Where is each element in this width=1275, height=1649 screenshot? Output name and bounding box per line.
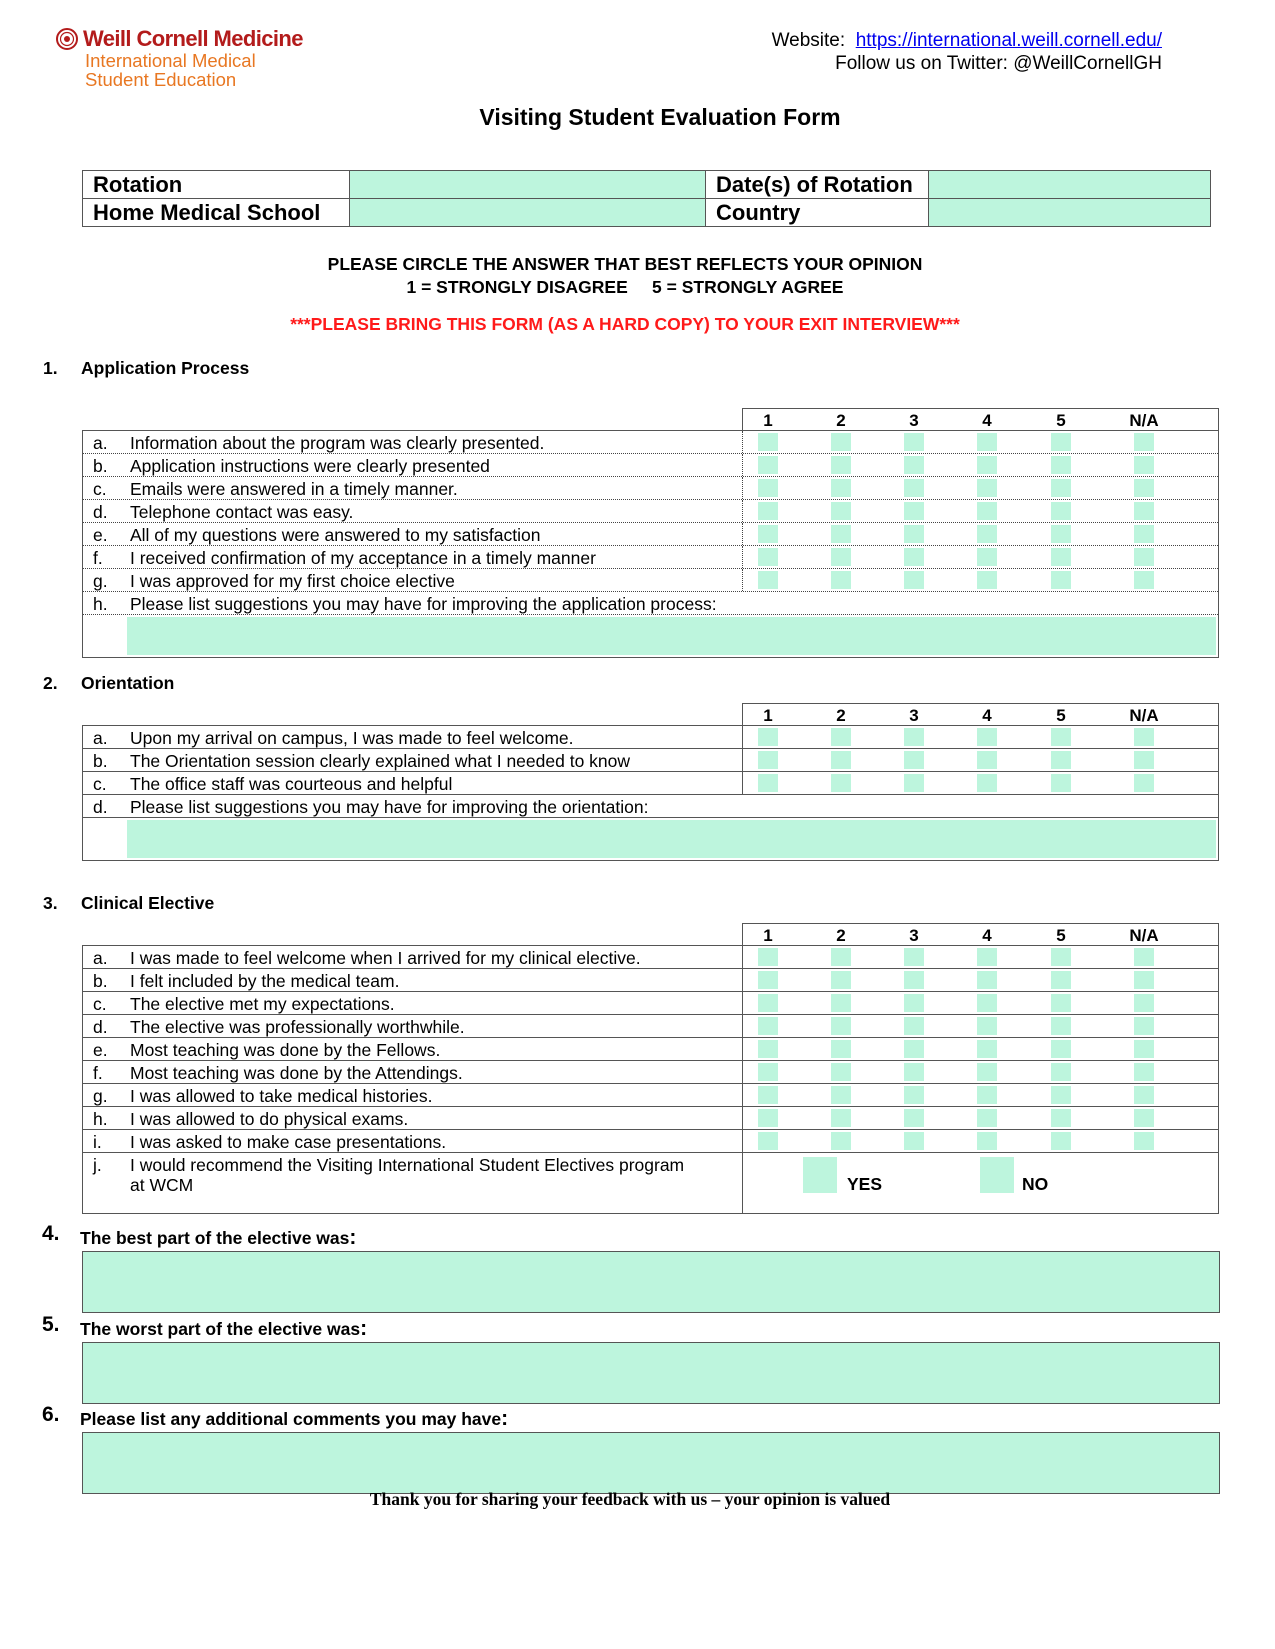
no-checkbox[interactable] (980, 1157, 1014, 1193)
no-label: NO (1022, 1174, 1049, 1194)
org-name: Weill Cornell Medicine (83, 26, 303, 51)
rating-box-3[interactable] (904, 751, 924, 769)
rating-box-4[interactable] (977, 728, 997, 746)
rating-box-5[interactable] (1051, 948, 1071, 966)
rating-box-3[interactable] (904, 1063, 924, 1081)
rating-row (83, 992, 1218, 1015)
scale-label-1: 1 (763, 411, 773, 430)
item-letter: i. (93, 1132, 102, 1152)
instructions (0, 253, 1250, 299)
item-letter: h. (93, 594, 108, 614)
rating-box-na[interactable] (1134, 571, 1154, 589)
question-text: The worst part of the elective was (80, 1319, 361, 1339)
worst-part-field[interactable] (82, 1342, 1220, 1404)
recommend-text-line1: I would recommend the Visiting International Student Electives program (130, 1155, 685, 1175)
rating-box-5[interactable] (1051, 456, 1071, 474)
rating-row (83, 749, 1218, 772)
rating-row (83, 1084, 1218, 1107)
rating-box-4[interactable] (977, 502, 997, 520)
scale-header (742, 703, 1219, 725)
rotation-info-table (82, 170, 1211, 227)
column-divider (742, 946, 743, 968)
item-text: The Orientation session clearly explained what I needed to know (130, 751, 631, 771)
recommend-row (83, 1153, 1218, 1213)
rating-box-2[interactable] (831, 502, 851, 520)
scale-header (742, 923, 1219, 945)
rating-box-4[interactable] (977, 948, 997, 966)
wcm-logo (56, 24, 356, 94)
suggestion-field[interactable] (127, 617, 1216, 655)
rating-box-1[interactable] (758, 548, 778, 566)
rating-box-2[interactable] (831, 479, 851, 497)
column-divider (742, 523, 743, 545)
item-letter: a. (93, 433, 108, 453)
rating-row (83, 946, 1218, 969)
rating-box-na[interactable] (1134, 971, 1154, 989)
item-text: Most teaching was done by the Attendings. (130, 1063, 463, 1083)
rating-box-na[interactable] (1134, 525, 1154, 543)
footer-thanks: Thank you for sharing your feedback with us – your opinion is valued (369, 1489, 891, 1509)
scale-label-3: 3 (909, 926, 919, 945)
rating-box-1[interactable] (758, 994, 778, 1012)
rating-box-4[interactable] (977, 1109, 997, 1127)
rating-box-4[interactable] (977, 1132, 997, 1150)
scale-label-3: 3 (909, 706, 919, 725)
rating-box-3[interactable] (904, 971, 924, 989)
rating-box-5[interactable] (1051, 774, 1071, 792)
rating-box-4[interactable] (977, 1086, 997, 1104)
rotation-label: Rotation (83, 171, 350, 199)
suggestion-area (83, 615, 1218, 657)
item-letter: e. (93, 1040, 108, 1060)
item-text: Application instructions were clearly presented (130, 456, 490, 476)
rating-row (83, 454, 1218, 477)
rating-box-4[interactable] (977, 994, 997, 1012)
rating-box-5[interactable] (1051, 1109, 1071, 1127)
rating-box-2[interactable] (831, 548, 851, 566)
item-letter: c. (93, 774, 107, 794)
rating-box-5[interactable] (1051, 1132, 1071, 1150)
rating-box-5[interactable] (1051, 1086, 1071, 1104)
item-letter: c. (93, 479, 107, 499)
item-letter: h. (93, 1109, 108, 1129)
scale-label-5: 5 (1056, 926, 1066, 945)
section-2-body (82, 725, 1219, 861)
wcm-seal-icon (56, 28, 78, 50)
rating-box-na[interactable] (1134, 1086, 1154, 1104)
scale-label-1: 1 (763, 706, 773, 725)
rating-row (83, 477, 1218, 500)
section-number: 3. (43, 893, 58, 913)
section-title: Orientation (81, 673, 175, 693)
rating-box-1[interactable] (758, 1109, 778, 1127)
question-colon: : (349, 1226, 357, 1249)
rating-box-5[interactable] (1051, 994, 1071, 1012)
rating-box-5[interactable] (1051, 1040, 1071, 1058)
item-letter: b. (93, 456, 108, 476)
rating-box-na[interactable] (1134, 1063, 1154, 1081)
item-text: I felt included by the medical team. (130, 971, 400, 991)
rating-row (83, 772, 1218, 795)
rating-box-na[interactable] (1134, 548, 1154, 566)
rating-box-1[interactable] (758, 1086, 778, 1104)
rating-box-4[interactable] (977, 525, 997, 543)
best-part-field[interactable] (82, 1251, 1220, 1313)
rating-box-3[interactable] (904, 994, 924, 1012)
rating-box-na[interactable] (1134, 1132, 1154, 1150)
question-6-label (80, 1407, 508, 1431)
column-divider (742, 1038, 743, 1060)
rating-box-4[interactable] (977, 456, 997, 474)
rating-box-2[interactable] (831, 948, 851, 966)
country-field[interactable] (929, 199, 1211, 227)
rating-row (83, 1061, 1218, 1084)
item-text: The elective was professionally worthwhile. (130, 1017, 465, 1037)
rating-box-5[interactable] (1051, 751, 1071, 769)
item-letter: c. (93, 994, 107, 1014)
page-title: Visiting Student Evaluation Form (479, 104, 841, 130)
suggestion-row (83, 592, 1218, 615)
scale-label-4: 4 (982, 706, 992, 725)
item-letter: d. (93, 502, 108, 522)
rating-box-na[interactable] (1134, 1017, 1154, 1035)
section-3-heading (43, 893, 214, 914)
suggestion-area (83, 818, 1218, 860)
item-text: I was allowed to take medical histories. (130, 1086, 433, 1106)
rating-box-na[interactable] (1134, 948, 1154, 966)
item-letter: a. (93, 948, 108, 968)
website-link[interactable]: https://international.weill.cornell.edu/ (855, 30, 1162, 51)
item-letter: e. (93, 525, 108, 545)
item-text: All of my questions were answered to my satisfaction (130, 525, 541, 545)
rating-box-2[interactable] (831, 433, 851, 451)
rating-box-3[interactable] (904, 1086, 924, 1104)
section-number: 1. (43, 358, 58, 378)
question-4-number: 4. (42, 1222, 60, 1245)
rating-box-4[interactable] (977, 751, 997, 769)
recommend-text-line2: at WCM (130, 1175, 194, 1195)
item-letter: j. (93, 1155, 102, 1175)
item-text: I was allowed to do physical exams. (130, 1109, 409, 1129)
item-letter: b. (93, 971, 108, 991)
scale-label-3: 3 (909, 411, 919, 430)
rating-box-na[interactable] (1134, 994, 1154, 1012)
scale-label-2: 2 (836, 926, 846, 945)
rating-box-1[interactable] (758, 502, 778, 520)
column-divider (742, 477, 743, 499)
item-text: Please list suggestions you may have for improving the orientation: (130, 797, 649, 817)
header-contact (772, 29, 1162, 75)
rating-box-4[interactable] (977, 1063, 997, 1081)
rating-row (83, 969, 1218, 992)
org-subtitle-line1: International Medical (85, 50, 256, 71)
item-text: The elective met my expectations. (130, 994, 395, 1014)
twitter-line: Follow us on Twitter: @WeillCornellGH (835, 53, 1162, 74)
rating-box-na[interactable] (1134, 456, 1154, 474)
column-divider (742, 1130, 743, 1152)
rating-row (83, 431, 1218, 454)
item-text: I was asked to make case presentations. (130, 1132, 447, 1152)
column-divider (742, 749, 743, 771)
rating-box-5[interactable] (1051, 479, 1071, 497)
question-text: Please list any additional comments you may have (80, 1409, 502, 1429)
item-letter: g. (93, 1086, 108, 1106)
rating-box-1[interactable] (758, 1063, 778, 1081)
rating-box-1[interactable] (758, 571, 778, 589)
rating-box-3[interactable] (904, 1040, 924, 1058)
rating-box-4[interactable] (977, 971, 997, 989)
rating-box-1[interactable] (758, 751, 778, 769)
item-text: I received confirmation of my acceptance in a timely manner (130, 548, 596, 568)
yes-label: YES (847, 1174, 883, 1194)
scale-label-2: 2 (836, 706, 846, 725)
rating-box-1[interactable] (758, 456, 778, 474)
country-label: Country (706, 199, 929, 227)
rating-box-na[interactable] (1134, 774, 1154, 792)
rating-box-3[interactable] (904, 1017, 924, 1035)
section-title: Clinical Elective (81, 893, 215, 913)
scale-label-2: 2 (836, 411, 846, 430)
item-text: The office staff was courteous and helpful (130, 774, 453, 794)
rating-row (83, 1130, 1218, 1153)
scale-label-na: N/A (1129, 926, 1159, 945)
item-letter: b. (93, 751, 108, 771)
column-divider (742, 454, 743, 476)
rating-box-2[interactable] (831, 456, 851, 474)
question-colon: : (360, 1317, 368, 1340)
bring-form-notice: ***PLEASE BRING THIS FORM (AS A HARD COPY) TO YOUR EXIT INTERVIEW*** (290, 314, 960, 334)
rating-box-5[interactable] (1051, 548, 1071, 566)
rating-box-3[interactable] (904, 1132, 924, 1150)
website-label: Website: (771, 30, 846, 51)
rating-row (83, 569, 1218, 592)
column-divider (742, 1107, 743, 1129)
column-divider (742, 772, 743, 794)
rating-box-2[interactable] (831, 994, 851, 1012)
rating-box-4[interactable] (977, 548, 997, 566)
scale-label-5: 5 (1056, 411, 1066, 430)
rating-box-5[interactable] (1051, 971, 1071, 989)
rating-row (83, 500, 1218, 523)
rating-box-5[interactable] (1051, 728, 1071, 746)
section-2-heading (43, 673, 174, 694)
suggestion-row (83, 795, 1218, 818)
column-divider (742, 1153, 743, 1213)
item-text: I was approved for my first choice elective (130, 571, 455, 591)
question-6-number: 6. (42, 1403, 60, 1426)
rating-box-2[interactable] (831, 751, 851, 769)
rating-box-1[interactable] (758, 1132, 778, 1150)
rating-box-3[interactable] (904, 525, 924, 543)
section-title: Application Process (81, 358, 250, 378)
column-divider (742, 1061, 743, 1083)
rating-box-3[interactable] (904, 948, 924, 966)
item-text: Most teaching was done by the Fellows. (130, 1040, 441, 1060)
rating-box-1[interactable] (758, 479, 778, 497)
rating-box-5[interactable] (1051, 571, 1071, 589)
rating-box-na[interactable] (1134, 479, 1154, 497)
rating-row (83, 523, 1218, 546)
dates-field[interactable] (929, 171, 1211, 199)
rating-box-2[interactable] (831, 525, 851, 543)
rating-box-5[interactable] (1051, 1063, 1071, 1081)
question-text: The best part of the elective was (80, 1228, 350, 1248)
rating-box-4[interactable] (977, 1040, 997, 1058)
rating-box-na[interactable] (1134, 1040, 1154, 1058)
rating-box-3[interactable] (904, 1109, 924, 1127)
column-divider (742, 1015, 743, 1037)
section-3-body (82, 945, 1219, 1214)
dates-label: Date(s) of Rotation (706, 171, 929, 199)
item-text: Information about the program was clearly presented. (130, 433, 545, 453)
rating-box-3[interactable] (904, 433, 924, 451)
rating-row (83, 1015, 1218, 1038)
website-line (772, 29, 1162, 52)
rating-box-2[interactable] (831, 728, 851, 746)
question-4-label (80, 1226, 356, 1250)
rating-box-3[interactable] (904, 548, 924, 566)
rating-box-1[interactable] (758, 948, 778, 966)
rating-row (83, 1107, 1218, 1130)
column-divider (742, 569, 743, 591)
rating-box-3[interactable] (904, 728, 924, 746)
rating-box-4[interactable] (977, 774, 997, 792)
rotation-field[interactable] (350, 171, 706, 199)
rating-box-1[interactable] (758, 728, 778, 746)
rating-box-4[interactable] (977, 1017, 997, 1035)
scale-label-4: 4 (982, 926, 992, 945)
rating-box-na[interactable] (1134, 1109, 1154, 1127)
question-colon: : (501, 1407, 509, 1430)
rating-box-2[interactable] (831, 971, 851, 989)
rating-box-1[interactable] (758, 1040, 778, 1058)
item-text: Please list suggestions you may have for improving the application process: (130, 594, 717, 614)
rating-box-3[interactable] (904, 479, 924, 497)
scale-header (742, 408, 1219, 430)
item-text: Telephone contact was easy. (130, 502, 354, 522)
item-text: Upon my arrival on campus, I was made to feel welcome. (130, 728, 574, 748)
rating-box-na[interactable] (1134, 502, 1154, 520)
instruction-line1: PLEASE CIRCLE THE ANSWER THAT BEST REFLECTS YOUR OPINION (327, 254, 923, 274)
column-divider (742, 969, 743, 991)
rating-box-5[interactable] (1051, 502, 1071, 520)
rating-box-1[interactable] (758, 971, 778, 989)
rating-box-na[interactable] (1134, 751, 1154, 769)
item-letter: a. (93, 728, 108, 748)
rating-box-3[interactable] (904, 456, 924, 474)
item-letter: f. (93, 1063, 103, 1083)
item-text: I was made to feel welcome when I arrived for my clinical elective. (130, 948, 641, 968)
scale-label-5: 5 (1056, 706, 1066, 725)
rating-box-2[interactable] (831, 774, 851, 792)
rating-box-2[interactable] (831, 1132, 851, 1150)
rating-box-2[interactable] (831, 571, 851, 589)
column-divider (742, 726, 743, 748)
rating-box-5[interactable] (1051, 1017, 1071, 1035)
rating-box-na[interactable] (1134, 728, 1154, 746)
rating-box-1[interactable] (758, 1017, 778, 1035)
scale-label-4: 4 (982, 411, 992, 430)
section-number: 2. (43, 673, 58, 693)
section-1-heading (43, 358, 249, 379)
rating-box-5[interactable] (1051, 525, 1071, 543)
rating-box-4[interactable] (977, 571, 997, 589)
rating-box-1[interactable] (758, 774, 778, 792)
column-divider (742, 500, 743, 522)
scale-label-1: 1 (763, 926, 773, 945)
rating-box-2[interactable] (831, 1040, 851, 1058)
item-letter: d. (93, 1017, 108, 1037)
item-text: Emails were answered in a timely manner. (130, 479, 458, 499)
section-1-body (82, 430, 1219, 658)
column-divider (742, 431, 743, 453)
rating-box-na[interactable] (1134, 433, 1154, 451)
scale-label-na: N/A (1129, 411, 1159, 430)
rating-row (83, 1038, 1218, 1061)
rating-box-5[interactable] (1051, 433, 1071, 451)
rating-row (83, 726, 1218, 749)
suggestion-field[interactable] (127, 820, 1216, 858)
column-divider (742, 546, 743, 568)
home-school-label: Home Medical School (83, 199, 350, 227)
item-letter: d. (93, 797, 108, 817)
rating-box-2[interactable] (831, 1063, 851, 1081)
rating-box-4[interactable] (977, 433, 997, 451)
home-school-field[interactable] (350, 199, 706, 227)
scale-label-na: N/A (1129, 706, 1159, 725)
rating-box-2[interactable] (831, 1017, 851, 1035)
rating-box-3[interactable] (904, 502, 924, 520)
rating-box-2[interactable] (831, 1109, 851, 1127)
column-divider (742, 1084, 743, 1106)
question-5-number: 5. (42, 1313, 60, 1336)
org-subtitle-line2: Student Education (85, 69, 237, 90)
yes-checkbox[interactable] (803, 1157, 837, 1193)
rating-box-1[interactable] (758, 525, 778, 543)
additional-comments-field[interactable] (82, 1432, 1220, 1494)
instruction-line2: 1 = STRONGLY DISAGREE 5 = STRONGLY AGREE (406, 277, 844, 297)
rating-box-3[interactable] (904, 774, 924, 792)
rating-row (83, 546, 1218, 569)
rating-box-2[interactable] (831, 1086, 851, 1104)
rating-box-3[interactable] (904, 571, 924, 589)
item-letter: f. (93, 548, 103, 568)
question-5-label (80, 1317, 367, 1341)
rating-box-1[interactable] (758, 433, 778, 451)
rating-box-4[interactable] (977, 479, 997, 497)
item-letter: g. (93, 571, 108, 591)
column-divider (742, 992, 743, 1014)
